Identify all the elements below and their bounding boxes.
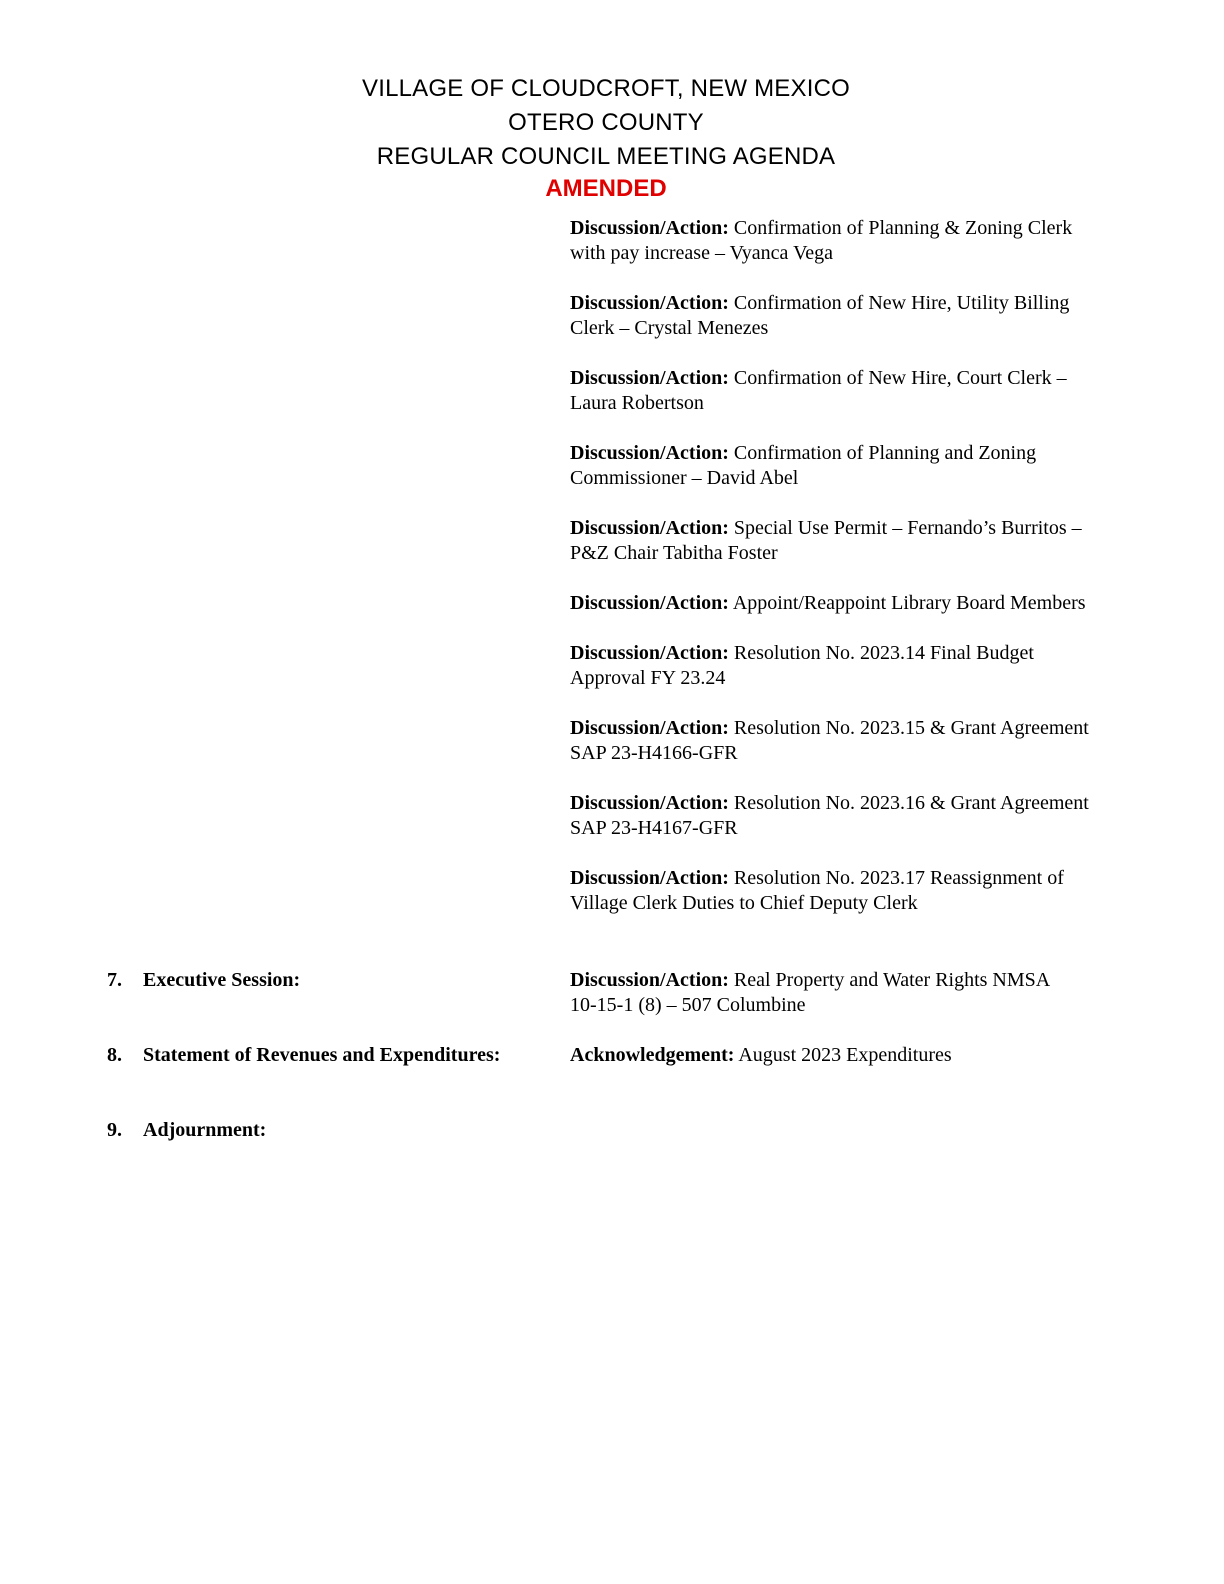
section-description: [570, 1043, 1170, 1068]
item-text: Confirmation of New Hire, Court Clerk –: [733, 367, 1067, 389]
item-text-continued: Approval FY 23.24: [570, 667, 726, 689]
section-title: Executive Session:: [143, 969, 301, 991]
item-label: Discussion/Action:: [570, 792, 729, 814]
item-text: Resolution No. 2023.16 & Grant Agreement: [733, 792, 1089, 814]
item-text-continued: with pay increase – Vyanca Vega: [570, 242, 834, 264]
section-description: [570, 968, 1170, 1018]
meeting-title: REGULAR COUNCIL MEETING AGENDA: [376, 143, 836, 170]
item-text-continued: P&Z Chair Tabitha Foster: [570, 542, 778, 564]
item-text-continued: Clerk – Crystal Menezes: [570, 317, 769, 339]
item-text-continued: Commissioner – David Abel: [570, 467, 799, 489]
item-label: Discussion/Action:: [570, 592, 729, 614]
section-desc-text: August 2023 Expenditures: [738, 1044, 952, 1066]
item-label: Discussion/Action:: [570, 292, 729, 314]
item-text: Appoint/Reappoint Library Board Members: [732, 592, 1086, 614]
discussion-items: [570, 216, 1170, 941]
section-desc-label: Acknowledgement:: [570, 1044, 735, 1066]
item-label: Discussion/Action:: [570, 517, 729, 539]
section-number: 9.: [107, 1119, 122, 1141]
county-title: OTERO COUNTY: [508, 109, 704, 136]
item-label: Discussion/Action:: [570, 442, 729, 464]
agenda-item: [570, 441, 1170, 491]
item-text-continued: SAP 23-H4167-GFR: [570, 817, 738, 839]
item-text: Resolution No. 2023.17 Reassignment of: [733, 867, 1064, 889]
item-text: Confirmation of Planning & Zoning Clerk: [733, 217, 1073, 239]
item-label: Discussion/Action:: [570, 717, 729, 739]
section-desc-text-continued: 10-15-1 (8) – 507 Columbine: [570, 994, 806, 1016]
section-desc-label: Discussion/Action:: [570, 969, 729, 991]
item-text-continued: SAP 23-H4166-GFR: [570, 742, 738, 764]
agenda-item: [570, 366, 1170, 416]
section-desc-text: Real Property and Water Rights NMSA: [733, 969, 1051, 991]
item-text-continued: Laura Robertson: [570, 392, 704, 414]
item-label: Discussion/Action:: [570, 867, 729, 889]
item-label: Discussion/Action:: [570, 367, 729, 389]
agenda-item: [570, 516, 1170, 566]
section-title: Statement of Revenues and Expenditures:: [143, 1044, 501, 1066]
agenda-item: [570, 866, 1170, 916]
agenda-item: [570, 716, 1170, 766]
item-label: Discussion/Action:: [570, 217, 729, 239]
item-text: Confirmation of New Hire, Utility Billing: [733, 292, 1070, 314]
item-text: Special Use Permit – Fernando’s Burritos –: [733, 517, 1082, 539]
item-text: Resolution No. 2023.15 & Grant Agreement: [733, 717, 1089, 739]
section-number: 7.: [107, 969, 122, 991]
section-number: 8.: [107, 1044, 122, 1066]
item-text-continued: Village Clerk Duties to Chief Deputy Clerk: [570, 892, 918, 914]
village-title: VILLAGE OF CLOUDCROFT, NEW MEXICO: [362, 75, 850, 102]
amended-label: AMENDED: [545, 175, 667, 202]
item-label: Discussion/Action:: [570, 642, 729, 664]
agenda-item: [570, 591, 1170, 616]
agenda-item: [570, 291, 1170, 341]
agenda-header: [0, 72, 1212, 204]
item-text: Confirmation of Planning and Zoning: [733, 442, 1037, 464]
item-text: Resolution No. 2023.14 Final Budget: [733, 642, 1034, 664]
section-title: Adjournment:: [143, 1119, 267, 1141]
agenda-item: [570, 641, 1170, 691]
agenda-item: [570, 216, 1170, 266]
agenda-item: [570, 791, 1170, 841]
